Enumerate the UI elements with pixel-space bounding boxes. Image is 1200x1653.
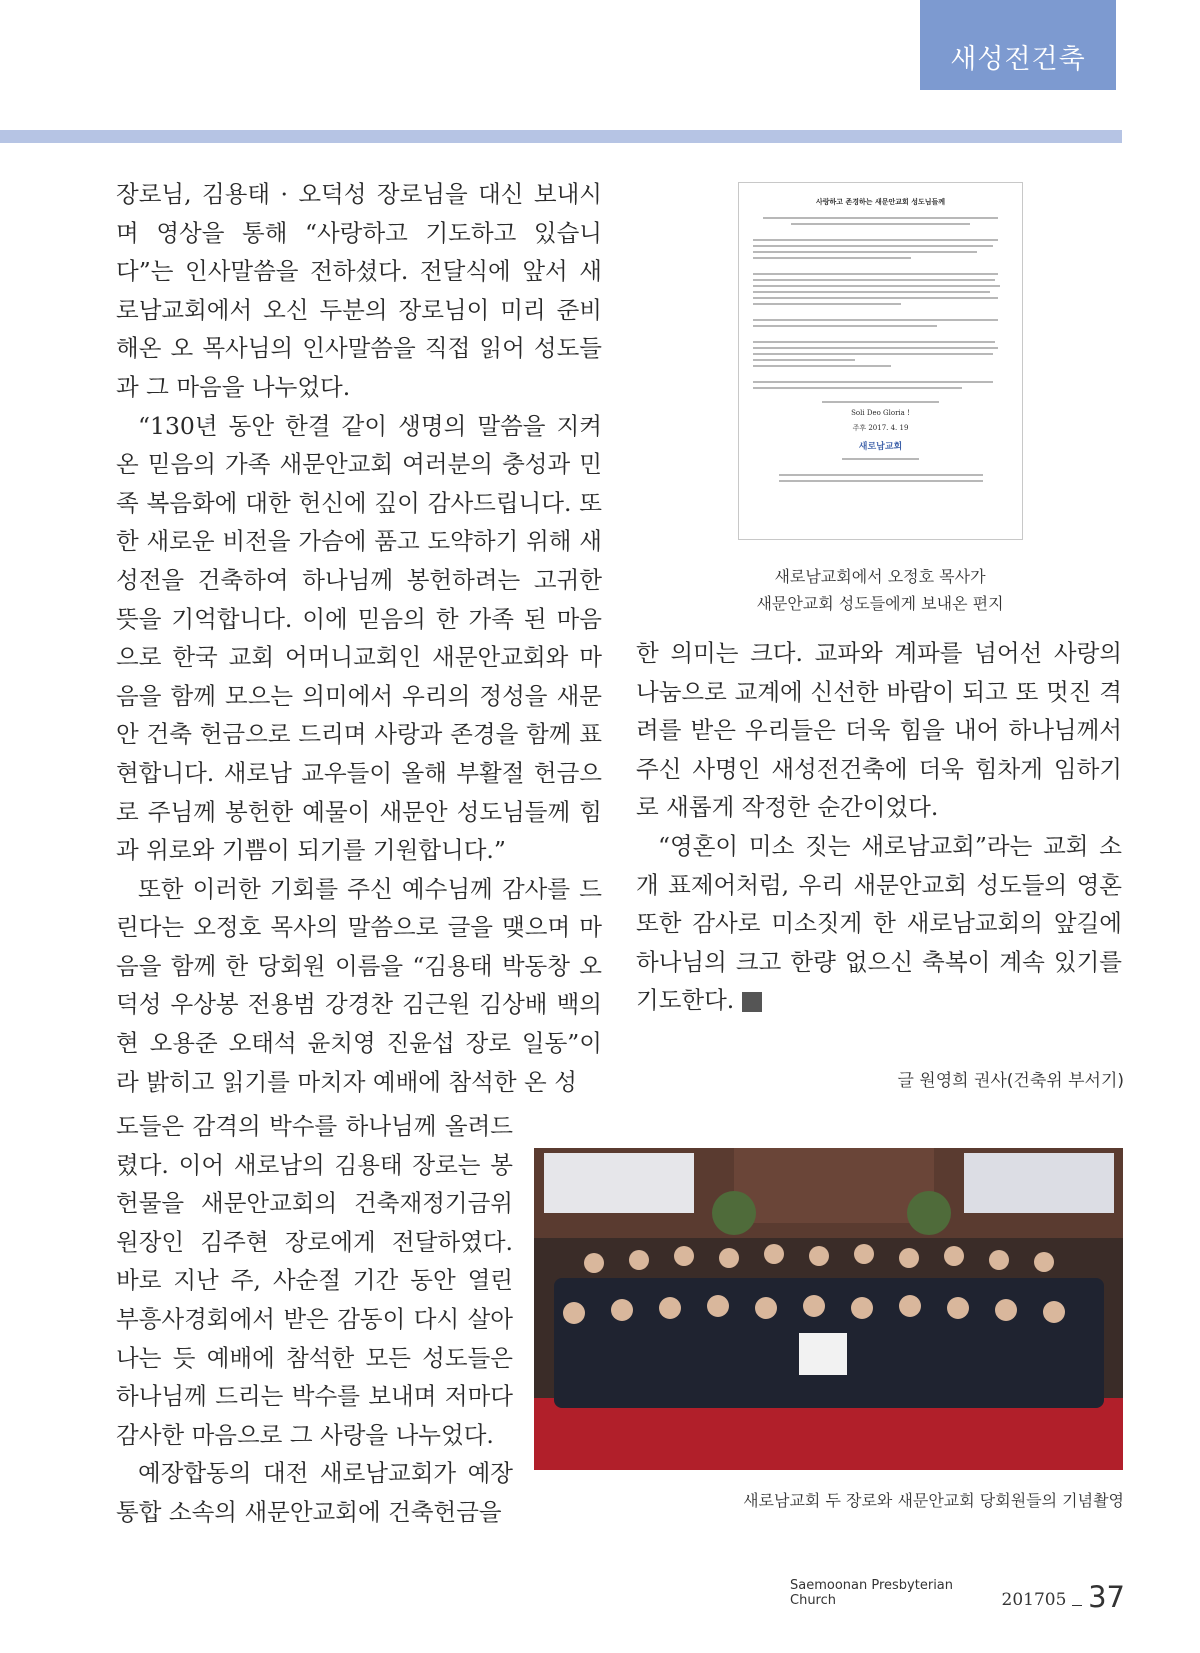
page-footer <box>790 1572 1125 1612</box>
photo-caption: 새로남교회 두 장로와 새문안교회 당회원들의 기념촬영 <box>743 1491 1124 1510</box>
group-photo-illustration <box>534 1148 1123 1470</box>
letter-text-lines <box>753 217 1008 403</box>
paragraph: 한 의미는 크다. 교파와 계파를 넘어선 사랑의 나눔으로 교계에 신선한 바람이 되고 또 멋진 격려를 받은 우리들은 더욱 힘을 내어 하나님께서 주신 사명인 새성전건축에 더욱 힘차게 임하기로 새롭게 작정한 순간이었다. <box>636 639 1122 822</box>
paragraph: 또한 이러한 기회를 주신 예수님께 감사를 드린다는 오정호 목사의 말씀으로 글을 맺으며 마음을 함께 한 당회원 이름을 “김용태 박동창 오덕성 우상봉 전용범 강경찬 김근원 김상배 백의현 오용준 오태석 윤치영 진윤섭 장로 일동”이라 밝히고 읽기를 마치자 예배에 참석한 온 성 <box>116 874 602 1096</box>
article-right-column <box>636 634 1122 1020</box>
paragraph: 도들은 감격의 박수를 하나님께 올려드렸다. 이어 새로남의 김용태 장로는 봉헌물을 새문안교회의 건축재정기금위원장인 김주현 장로에게 전달하였다. 바로 지난 주, 사순절 기간 동안 열린 부흥사경회에서 받은 감동이 다시 살아나는 듯 예배에 참석한 모든 성도들은 하나님께 드리는 박수를 보내며 저마다 감사한 마음으로 그 사랑을 나누었다. <box>116 1112 513 1449</box>
article-left-column <box>116 175 602 1101</box>
header-rule <box>0 130 1122 143</box>
paragraph: 장로님, 김용태 · 오덕성 장로님을 대신 보내시며 영상을 통해 “사랑하고 기도하고 있습니다”는 인사말씀을 전하셨다. 전달식에 앞서 새로남교회에서 오신 두분의 장로님이 미리 준비해온 오 목사님의 인사말씀을 직접 읽어 성도들과 그 마음을 나누었다. <box>116 180 602 401</box>
footer-dash <box>1072 1605 1082 1606</box>
church-logo: 새로남교회 <box>858 442 903 452</box>
article-left-column-lower <box>116 1107 513 1532</box>
church-name: Saemoonan Presbyterian Church <box>790 1578 954 1608</box>
letter-image <box>738 182 1023 540</box>
author-credit: 글 원영희 권사(건축위 부서기) <box>897 1071 1124 1091</box>
paragraph: “영혼이 미소 짓는 새로남교회”라는 교회 소개 표제어처럼, 우리 새문안교회 성도들의 영혼 또한 감사로 미소짓게 한 새로남교회의 앞길에 하나님의 크고 한량 없으신 축복이 계속 있기를 기도한다. 새 <box>636 831 1122 1015</box>
group-photo <box>534 1148 1123 1470</box>
letter-title: 사랑하고 존경하는 새문안교회 성도님들께 <box>815 198 946 206</box>
paragraph: “130년 동안 한결 같이 생명의 말씀을 지켜온 믿음의 가족 새문안교회 여러분의 충성과 민족 복음화에 대한 헌신에 깊이 감사드립니다. 또한 새로운 비전을 가슴에 품고 도약하기 위해 새성전을 건축하여 하나님께 봉헌하려는 고귀한 뜻을 기억합니다. 이에 믿음의 한 가족 된 마음으로 한국 교회 어머니교회인 새문안교회와 마음을 함께 모으는 의미에서 우리의 정성을 새문안 건축 헌금으로 드리며 사랑과 존경을 함께 표현합니다. 새로남 교우들이 올해 부활절 헌금으로 주님께 봉헌한 예물이 새문안 성도님들께 힘과 위로와 기쁨이 되기를 기원합니다.” <box>116 411 602 865</box>
letter-date: 주후 2017. 4. 19 <box>852 424 909 432</box>
letter-caption: 새로남교회에서 오정호 목사가 새문안교회 성도들에게 보내온 편지 <box>756 567 1004 613</box>
end-mark-icon: 새 <box>742 992 762 1012</box>
issue-number: 201705 <box>1001 1590 1067 1610</box>
paragraph: 예장합동의 대전 새로남교회가 예장통합 소속의 새문안교회에 건축헌금을 <box>116 1459 513 1526</box>
page-number: 37 <box>1088 1580 1125 1614</box>
section-tab: 새성전건축 <box>920 0 1116 90</box>
letter-signoff: Soli Deo Gloria ! <box>851 409 910 417</box>
